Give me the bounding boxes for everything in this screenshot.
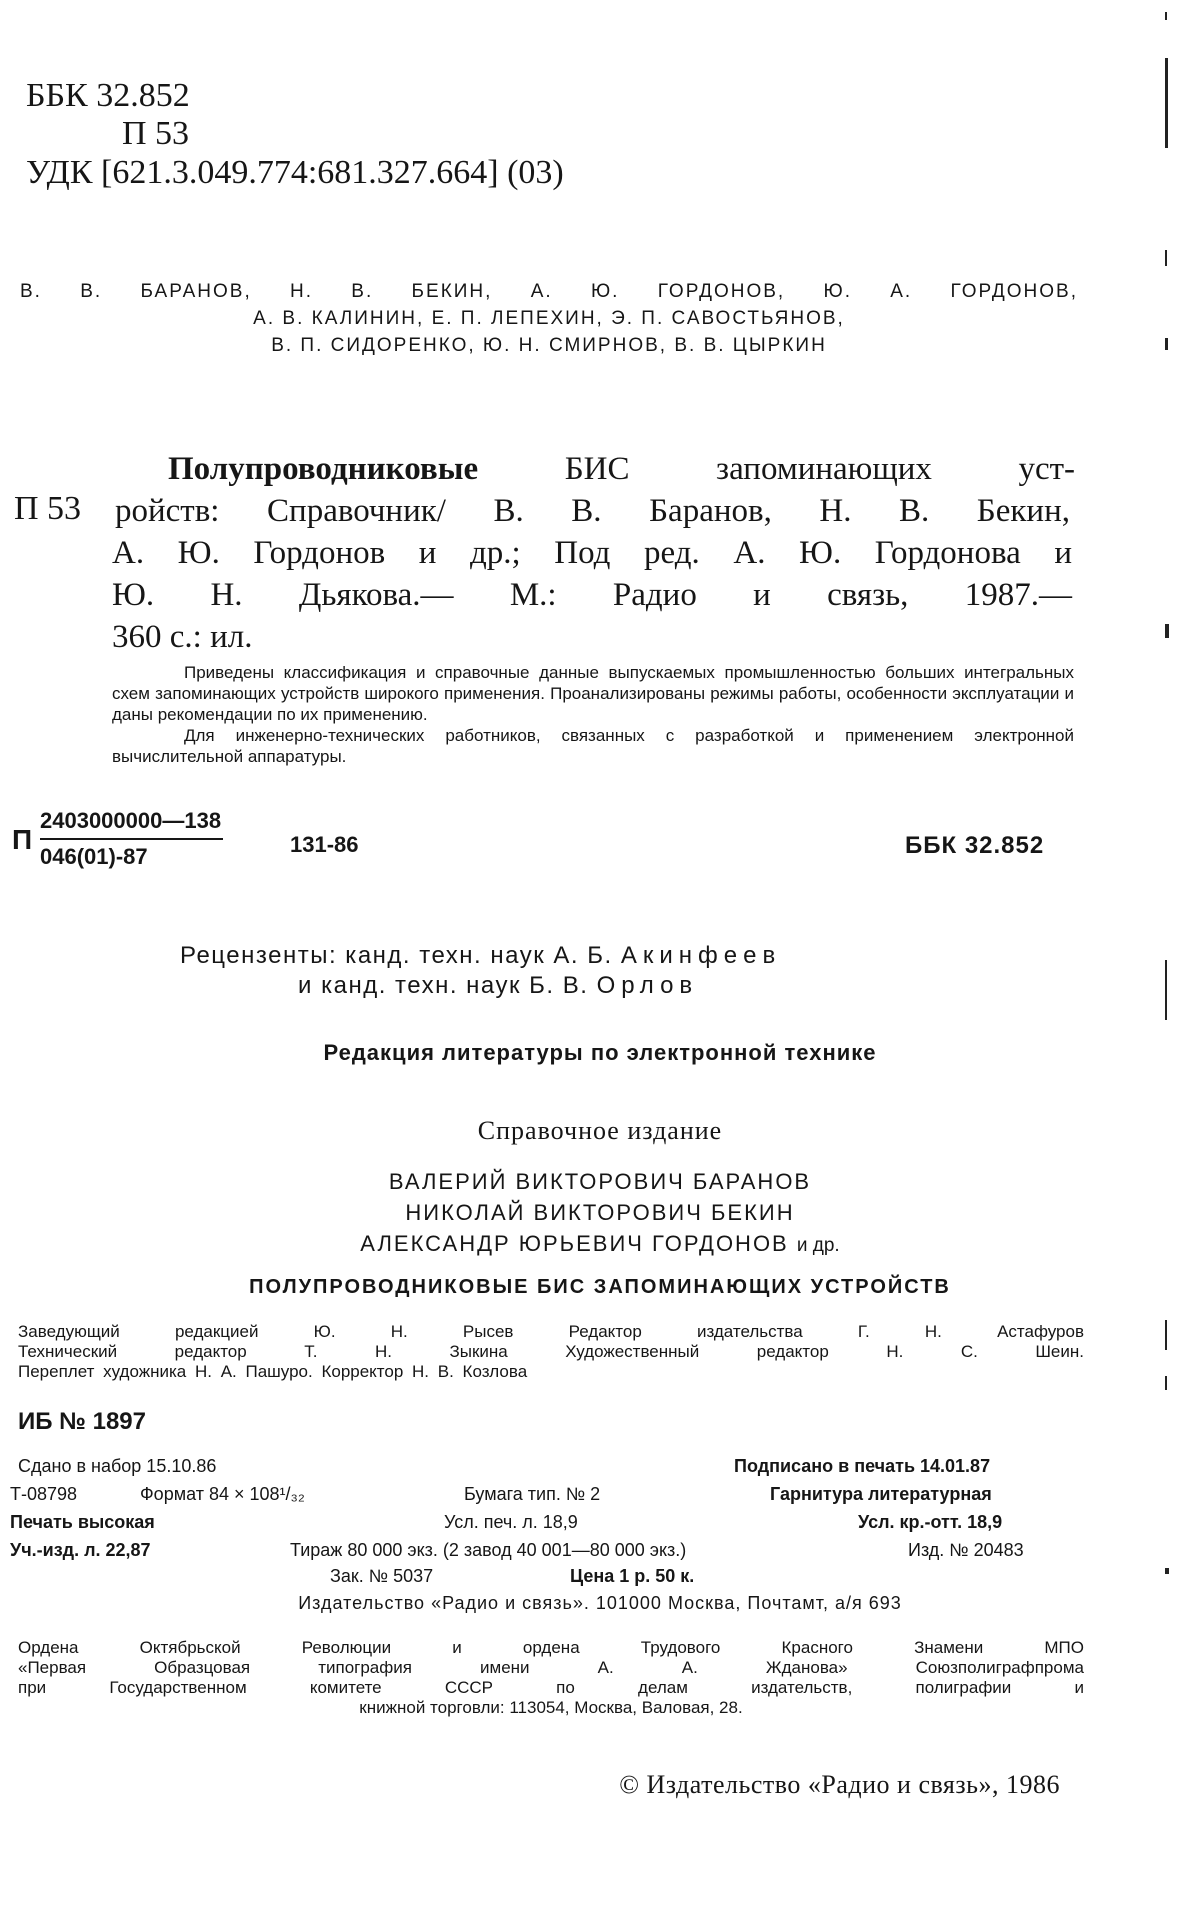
bib-line-2: ройств: Справочник/ В. В. Баранов, Н. В. Бекин, [115,493,1070,529]
udk-code: УДК [621.3.049.774:681.327.664] (03) [26,154,564,191]
margin-mark [1165,624,1169,638]
reviewers-prefix: и канд. техн. наук Б. В. [298,972,589,999]
margin-mark [1165,250,1167,266]
imprint-sent: Сдано в набор 15.10.86 [18,1456,217,1476]
bib-line-1 [168,448,1075,490]
abstract [112,662,1074,767]
imprint-izd: Изд. № 20483 [908,1540,1024,1560]
bib-line-3: А. Ю. Гордонов и др.; Под ред. А. Ю. Гордонова и [112,535,1072,571]
margin-mark [1165,1568,1169,1574]
margin-mark [1165,1376,1167,1390]
imprint-color-proofs: Усл. кр.-отт. 18,9 [858,1512,1003,1532]
authors-full-names [0,1166,1200,1261]
author-sign: П 53 [122,115,190,152]
bib-title-rest: БИС запоминающих уст- [564,451,1075,487]
imprint-signed: Подписано в печать 14.01.87 [734,1456,991,1476]
bbk-code: ББК 32.852 [26,77,190,114]
imprint-pub-sheets: Уч.-изд. л. 22,87 [10,1540,151,1560]
imprint-circulation: Тираж 80 000 экз. (2 завод 40 001—80 000 экз.) [290,1540,687,1560]
imprint-format: Формат 84 × 108¹/₃₂ [140,1484,305,1504]
index-fraction [40,808,223,870]
imprint-t-code: Т-08798 [10,1484,78,1504]
index-bbk: ББК 32.852 [905,832,1045,859]
authors-line: В. П. СИДОРЕНКО, Ю. Н. СМИРНОВ, В. В. ЦЫРКИН [271,335,827,356]
edition-kind: Справочное издание [477,1116,723,1145]
index-tail: 131-86 [290,832,359,857]
imprint-sheets: Усл. печ. л. 18,9 [444,1512,578,1532]
bib-line-4: Ю. Н. Дьякова.— М.: Радио и связь, 1987.— [112,577,1072,613]
reviewers-prefix: Рецензенты: канд. техн. наук А. Б. [180,942,613,969]
reviewer-name: Акинфеев [620,942,782,969]
book-title-caps: ПОЛУПРОВОДНИКОВЫЕ БИС ЗАПОМИНАЮЩИХ УСТРОЙСТВ [249,1276,951,1298]
full-name: НИКОЛАЙ ВИКТОРОВИЧ БЕКИН [405,1200,795,1225]
printer-line: книжной торговли: 113054, Москва, Валовая, 28. [359,1698,743,1717]
names-suffix: и др. [796,1235,840,1256]
copyright: © Издательство «Радио и связь», 1986 [619,1770,1060,1799]
margin-mark [1165,58,1168,148]
bib-line-5: 360 с.: ил. [112,619,253,655]
publisher-address: Издательство «Радио и связь». 101000 Москва, Почтамт, а/я 693 [298,1593,902,1613]
full-name-last [0,1228,1200,1261]
imprint-typeface: Гарнитура литературная [770,1484,992,1504]
full-name: ВАЛЕРИЙ ВИКТОРОВИЧ БАРАНОВ [388,1169,812,1194]
margin-mark [1165,960,1167,1020]
printer-line: Ордена Октябрьской Революции и ордена Трудового Красного Знамени МПО [18,1638,1084,1657]
full-name: АЛЕКСАНДР ЮРЬЕВИЧ ГОРДОНОВ [360,1231,789,1256]
imprint-order: Зак. № 5037 [330,1566,434,1586]
imprint-paper: Бумага тип. № 2 [464,1484,601,1504]
authors-line: В. В. БАРАНОВ, Н. В. БЕКИН, А. Ю. ГОРДОНОВ, Ю. А. ГОРДОНОВ, [20,281,1078,302]
abstract-paragraph: Приведены классификация и справочные данные выпускаемых промышленностью больших интегральных схем запоминающих устройств широкого применения. Проанализированы режимы работы, особенности эксплуатации и даны рекомендации по их применению. [112,663,1074,724]
staff-line: Заведующий редакцией Ю. Н. Рысев Редактор издательства Г. Н. Астафуров [18,1322,1084,1341]
index-denominator: 046(01)-87 [40,844,148,869]
bib-code: П 53 [14,490,82,527]
imprint-price: Цена 1 р. 50 к. [570,1566,695,1586]
staff-block [18,1322,1084,1382]
bib-title-bold: Полупроводниковые [168,451,479,487]
index-prefix: П [12,824,33,855]
index-numerator: 2403000000—138 [40,808,223,840]
ib-number: ИБ № 1897 [18,1408,146,1435]
staff-line: Технический редактор Т. Н. Зыкина Художественный редактор Н. С. Шеин. [18,1342,1084,1361]
reviewers-line-1 [180,942,781,970]
margin-mark [1165,338,1168,350]
imprint-print-type: Печать высокая [10,1512,155,1532]
margin-mark [1165,12,1167,20]
abstract-paragraph: Для инженерно-технических работников, связанных с разработкой и применением электронной вычислительной аппаратуры. [112,726,1074,766]
reviewers-line-2 [298,972,698,1000]
margin-mark [1165,1320,1167,1350]
printer-line: при Государственном комитете СССР по делам издательств, полиграфии и [18,1678,1084,1697]
authors-block [20,278,1078,359]
printer-line: «Первая Образцовая типография имени А. А. Жданова» Союзполиграфпрома [18,1658,1084,1677]
editorial-office: Редакция литературы по электронной технике [323,1040,877,1065]
staff-line: Переплет художника Н. А. Пашуро. Корректор Н. В. Козлова [18,1362,528,1381]
printer-block [18,1638,1084,1718]
authors-line: А. В. КАЛИНИН, Е. П. ЛЕПЕХИН, Э. П. САВОСТЬЯНОВ, [253,308,845,329]
reviewer-name: Орлов [596,972,699,999]
